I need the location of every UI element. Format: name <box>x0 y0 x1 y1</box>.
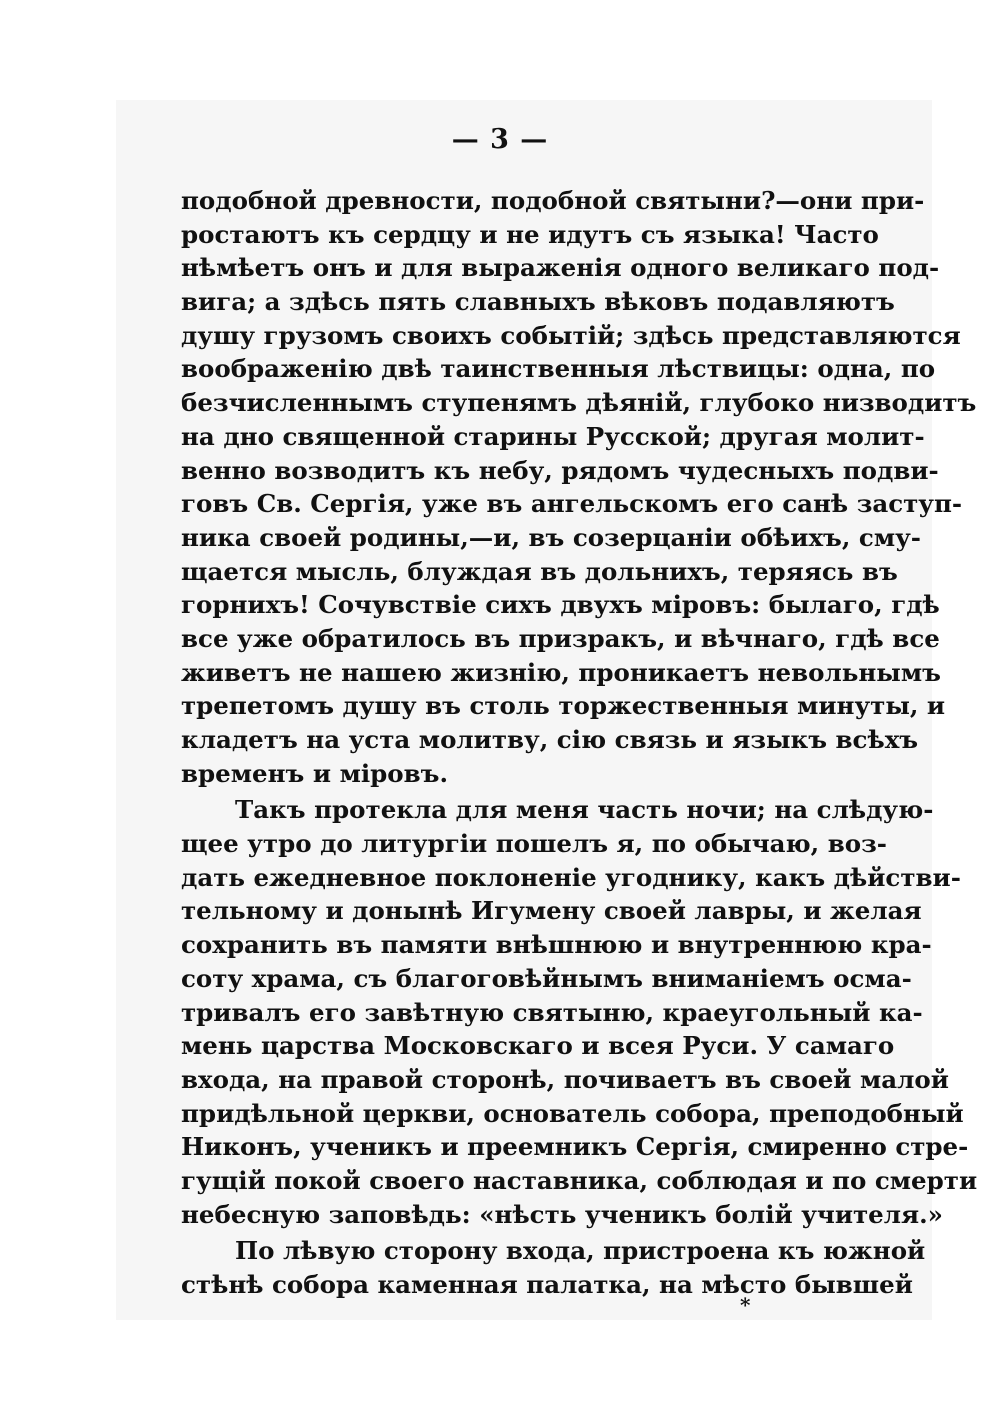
text-line: воображенію двѣ таинственныя лѣствицы: одна, по <box>181 354 936 384</box>
text-line: тельному и донынѣ Игумену своей лавры, и желая <box>181 896 922 926</box>
text-line: кладетъ на уста молитву, сію связь и языкъ всѣхъ <box>181 725 919 754</box>
text-line: нѣмѣетъ онъ и для выраженія одного великаго под- <box>181 253 940 283</box>
text-line: на дно священной старины Русской; другая молит- <box>181 421 925 451</box>
text-line: горнихъ! Сочувствіе сихъ двухъ міровъ: былаго, гдѣ <box>181 590 940 620</box>
text-line: ника своей родины,—и, въ созерцаніи обѣихъ, сму- <box>181 522 921 552</box>
text-line: безчисленнымъ ступенямъ дѣяній, глубоко низводитъ <box>181 388 977 418</box>
text-line: сохранить въ памяти внѣшнюю и внутреннюю кра- <box>181 930 932 960</box>
text-line: венно возводитъ къ небу, рядомъ чудесныхъ подви- <box>181 455 939 485</box>
text-line: подобной древности, подобной святыни?—они при- <box>181 186 925 215</box>
text-line: соту храма, съ благоговѣйнымъ вниманіемъ осма- <box>181 963 912 993</box>
text-line: входа, на правой сторонѣ, почиваетъ въ своей малой <box>181 1064 949 1094</box>
text-line: все уже обратилось въ призракъ, и вѣчнаго, гдѣ все <box>181 623 940 653</box>
text-line: стѣнѣ собора каменная палатка, на мѣсто бывшей <box>181 1270 913 1299</box>
paragraph-last-line: временъ и міровъ. <box>181 758 448 788</box>
text-line: щее утро до литургіи пошелъ я, по обычаю, воз- <box>181 829 887 859</box>
text-line: гущій покой своего наставника, соблюдая и по смерти <box>181 1165 978 1195</box>
text-line: мень царства Московскаго и всея Руси. У самаго <box>181 1031 895 1061</box>
text-line: тривалъ его завѣтную святыню, краеугольный ка- <box>181 997 923 1027</box>
text-line: ростаютъ къ сердцу и не идутъ съ языка! Часто <box>181 219 879 249</box>
body-text <box>181 184 978 1302</box>
text-line: трепетомъ душу въ столь торжественныя минуты, и <box>181 691 946 721</box>
text-line: живетъ не нашею жизнію, проникаетъ невольнымъ <box>181 657 941 687</box>
paragraph-first-line: По лѣвую сторону входа, пристроена къ южной <box>235 1236 926 1266</box>
text-line: дать ежедневное поклоненіе угоднику, какъ дѣйстви- <box>181 862 961 892</box>
text-line: придѣльной церкви, основатель собора, преподобный <box>181 1098 964 1128</box>
text-line: говъ Св. Сергія, уже въ ангельскомъ его санѣ заступ- <box>181 489 963 519</box>
text-line: Никонъ, ученикъ и преемникъ Сергія, смиренно стре- <box>181 1132 969 1162</box>
footnote-asterisk: * <box>740 1293 751 1317</box>
page-number: — 3 — <box>451 124 549 155</box>
text-line: душу грузомъ своихъ событій; здѣсь представляются <box>181 320 961 350</box>
paragraph-first-line: Такъ протекла для меня часть ночи; на слѣдую- <box>235 795 934 825</box>
text-line: небесную заповѣдь: «нѣсть ученикъ болій учителя.» <box>181 1199 943 1229</box>
text-line: вига; а здѣсь пять славныхъ вѣковъ подавляютъ <box>181 287 895 317</box>
text-line: щается мысль, блуждая въ дольнихъ, теряясь въ <box>181 556 898 586</box>
